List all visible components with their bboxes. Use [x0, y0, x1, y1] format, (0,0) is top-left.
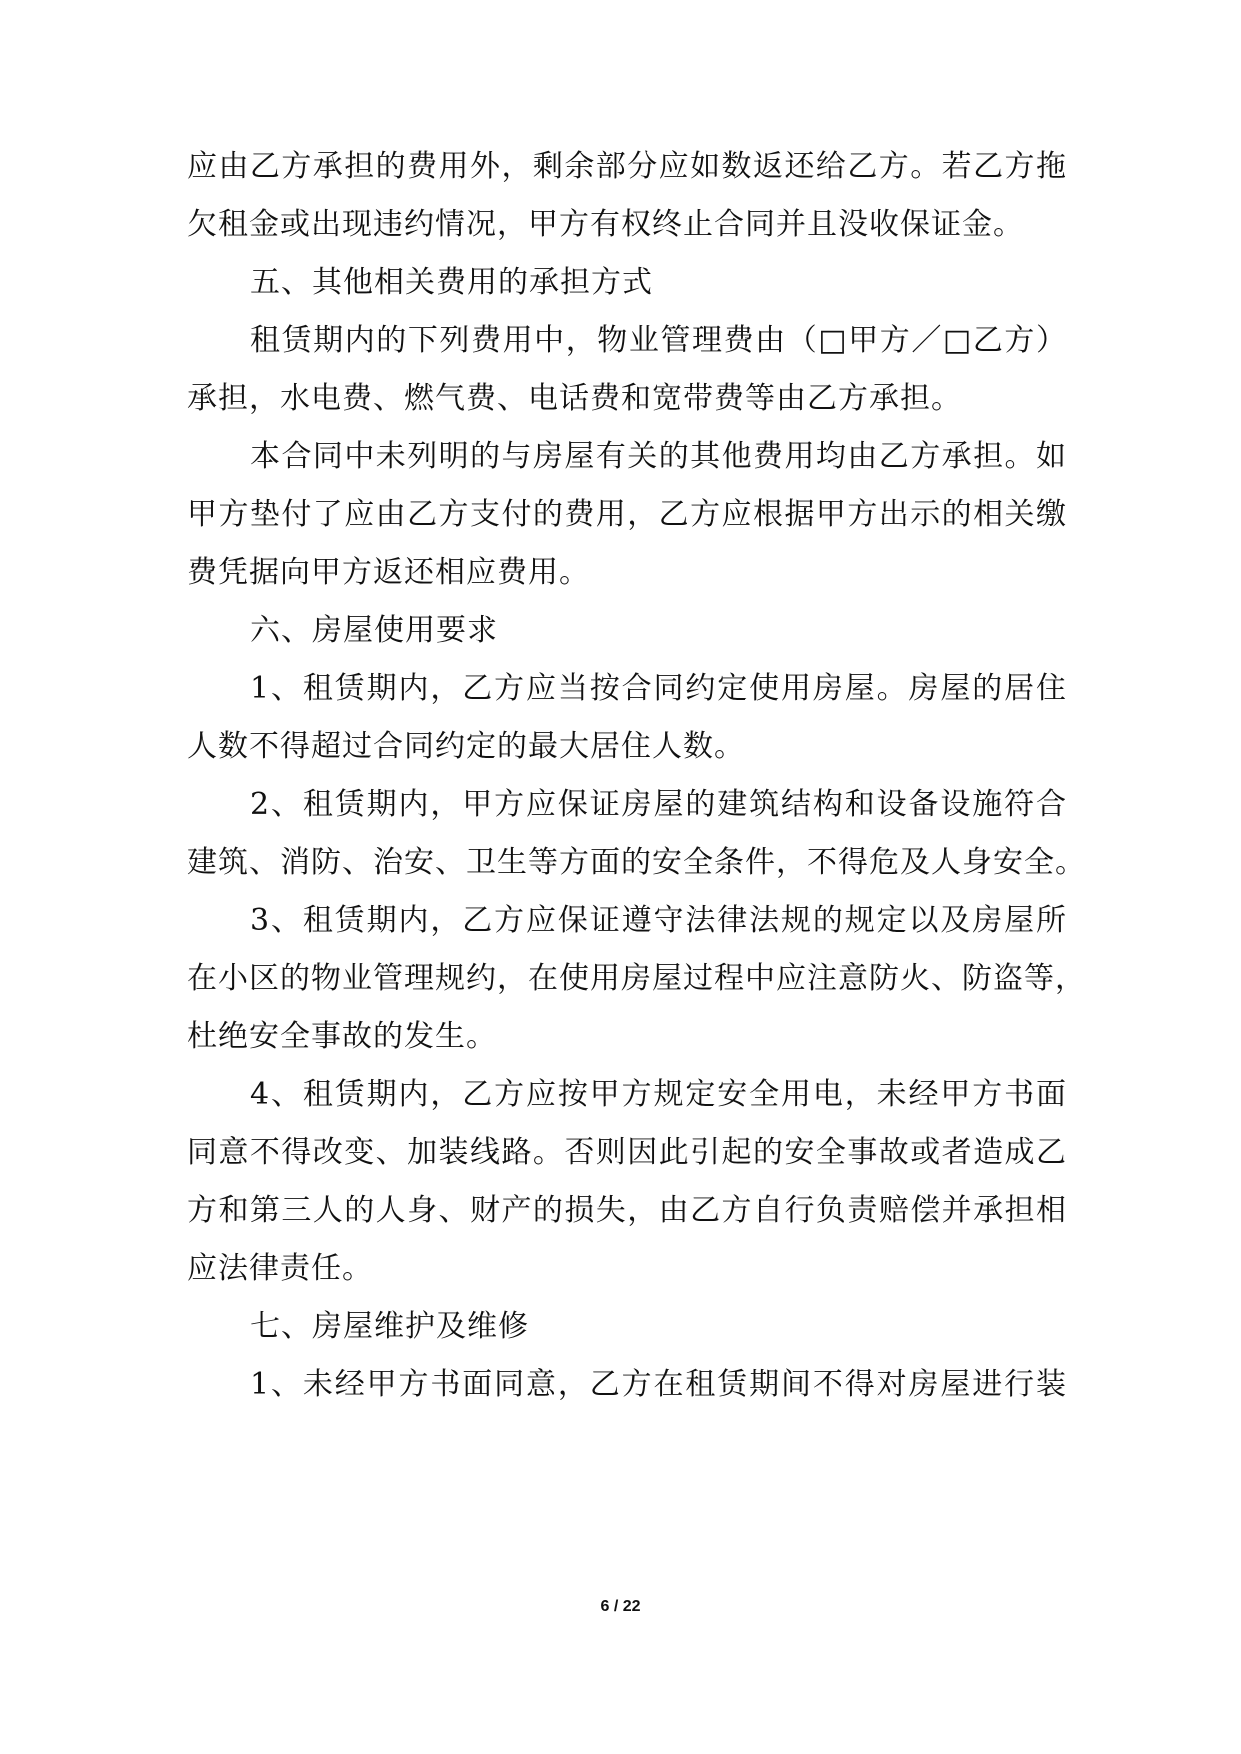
text-line: 承担，水电费、燃气费、电话费和宽带费等由乙方承担。	[187, 381, 962, 416]
text-line: 甲方垫付了应由乙方支付的费用，乙方应根据甲方出示的相关缴	[187, 497, 1067, 532]
text-line: 3、租赁期内，乙方应保证遵守法律法规的规定以及房屋所	[250, 903, 1067, 938]
text-line: 方和第三人的人身、财产的损失，由乙方自行负责赔偿并承担相	[187, 1193, 1067, 1228]
page-number: 6 / 22	[600, 1598, 641, 1615]
text-line: 应法律责任。	[187, 1251, 373, 1286]
text-line: 在小区的物业管理规约，在使用房屋过程中应注意防火、防盗等，	[187, 961, 1086, 996]
text-line: 1、未经甲方书面同意，乙方在租赁期间不得对房屋进行装	[250, 1367, 1067, 1402]
text-line: 费凭据向甲方返还相应费用。	[187, 555, 590, 590]
text-line: 4、租赁期内，乙方应按甲方规定安全用电，未经甲方书面	[250, 1077, 1067, 1112]
text-line: 欠租金或出现违约情况，甲方有权终止合同并且没收保证金。	[187, 207, 1024, 242]
text-line: 杜绝安全事故的发生。	[187, 1019, 497, 1054]
text-line: 2、租赁期内，甲方应保证房屋的建筑结构和设备设施符合	[250, 787, 1067, 822]
text-line: 1、租赁期内，乙方应当按合同约定使用房屋。房屋的居住	[250, 671, 1067, 706]
text-line: 本合同中未列明的与房屋有关的其他费用均由乙方承担。如	[250, 439, 1067, 474]
text-line: 人数不得超过合同约定的最大居住人数。	[187, 729, 745, 764]
text-line: 租赁期内的下列费用中，物业管理费由（□甲方／□乙方）	[250, 323, 1067, 358]
section-heading: 五、其他相关费用的承担方式	[250, 265, 653, 300]
section-heading: 六、房屋使用要求	[250, 613, 498, 648]
text-line: 同意不得改变、加装线路。否则因此引起的安全事故或者造成乙	[187, 1135, 1067, 1170]
section-heading: 七、房屋维护及维修	[250, 1309, 529, 1344]
text-line: 应由乙方承担的费用外，剩余部分应如数返还给乙方。若乙方拖	[187, 149, 1067, 184]
text-line: 建筑、消防、治安、卫生等方面的安全条件，不得危及人身安全。	[187, 845, 1086, 880]
